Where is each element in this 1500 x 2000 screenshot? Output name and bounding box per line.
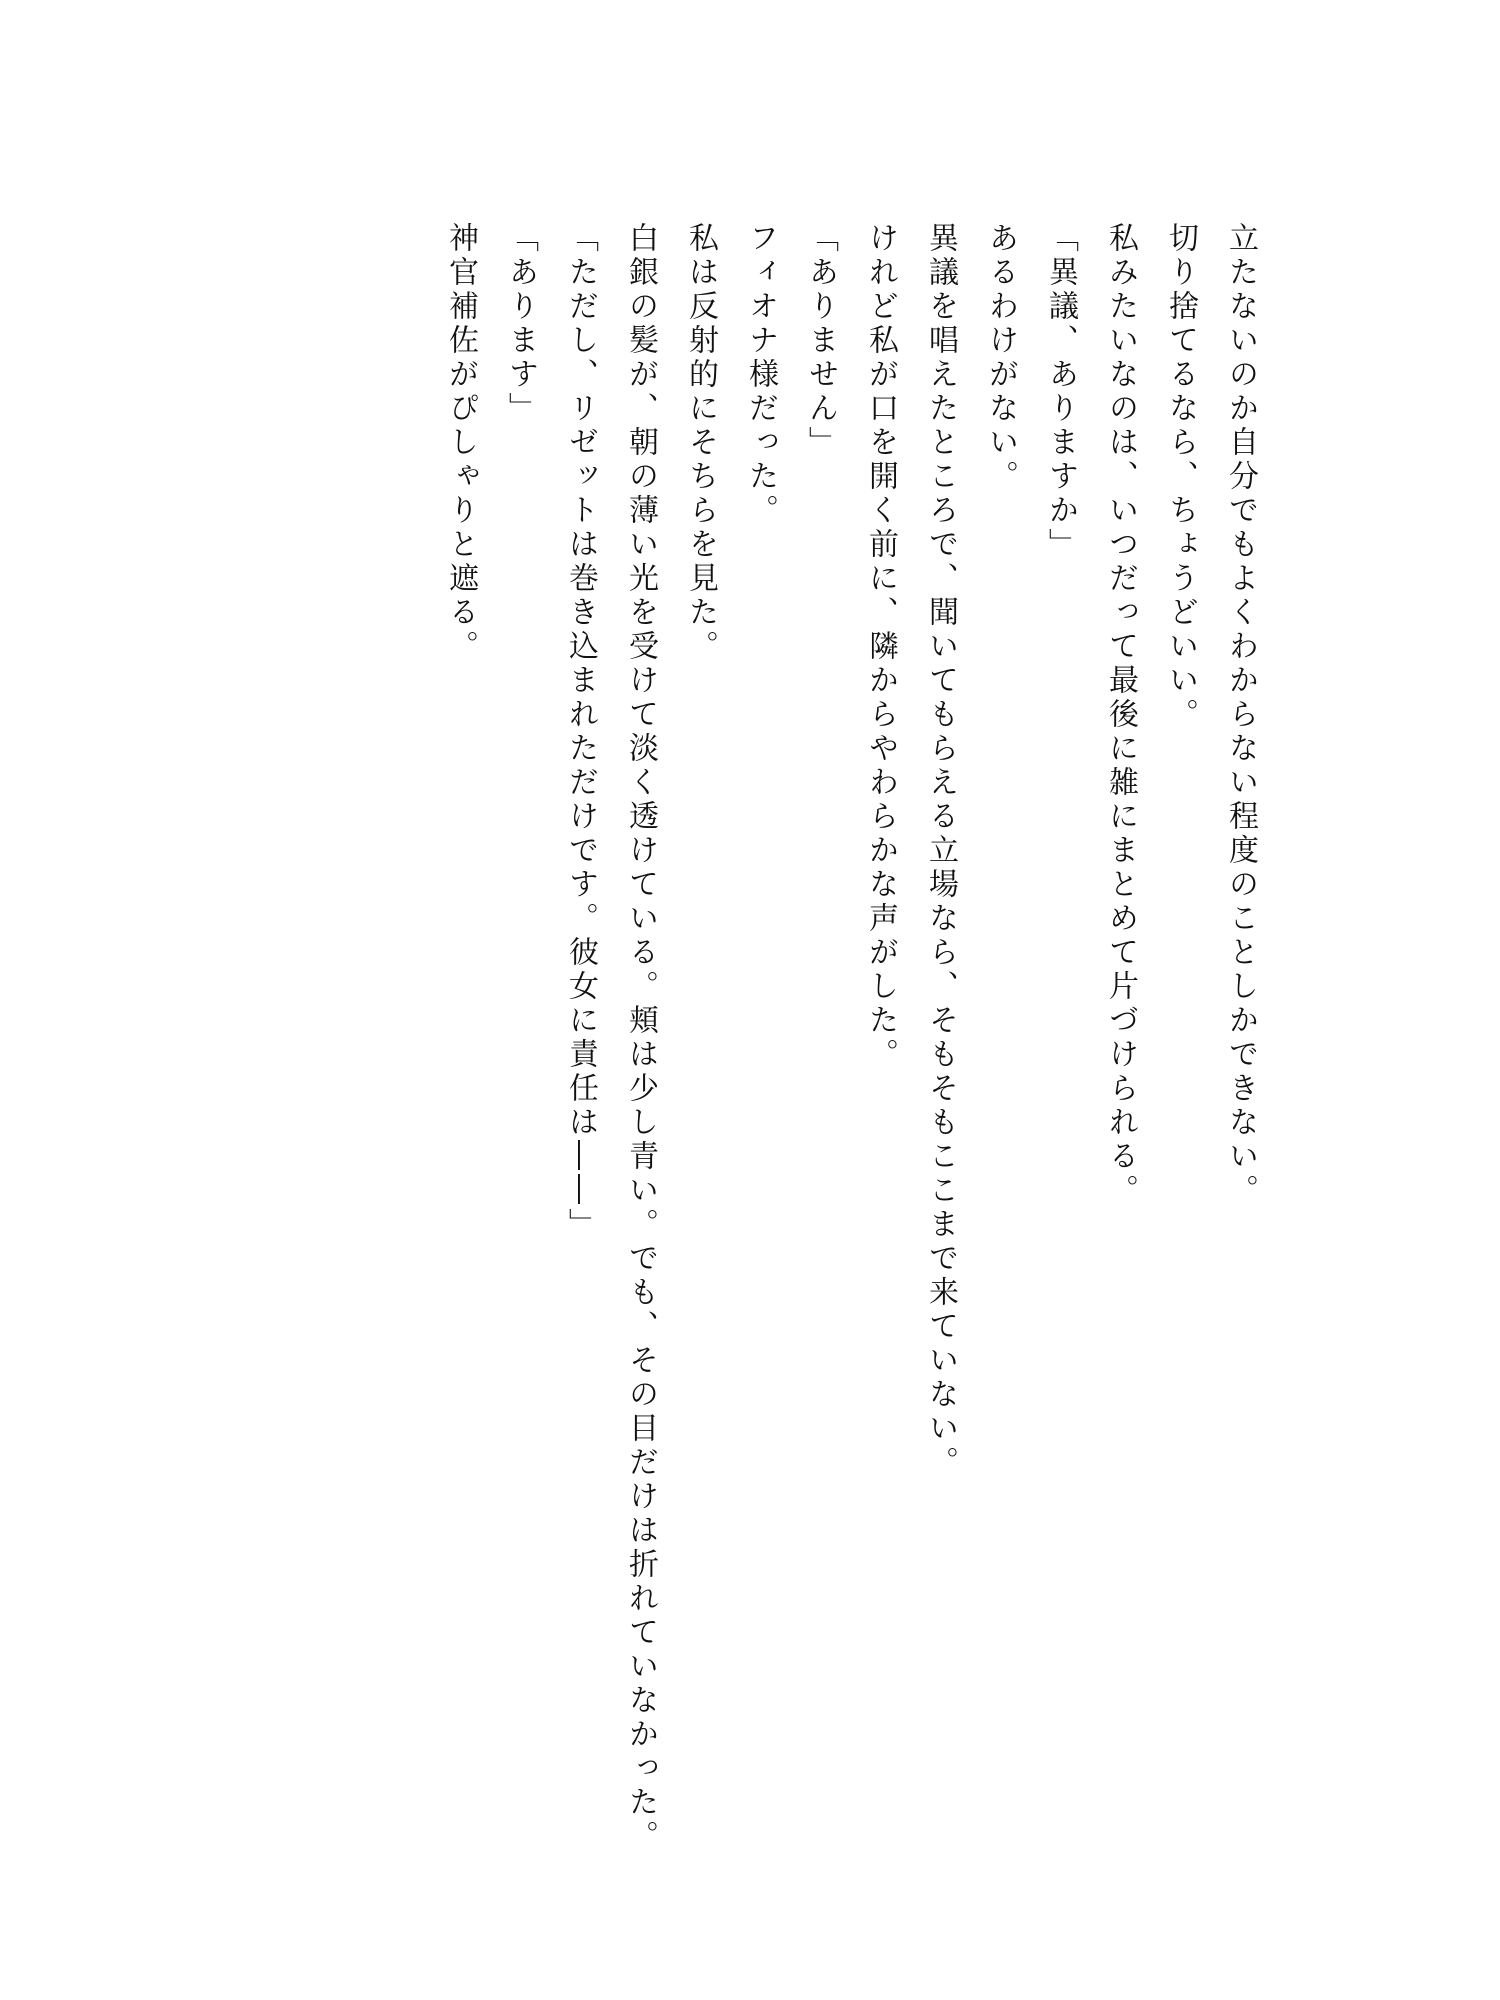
text-line: 立たないのか自分でもよくわからない程度のことしかできない。 [1223, 222, 1258, 1208]
dialogue-line: 「ただし、リゼットは巻き込まれただけです。彼女に責任は――」 [563, 222, 598, 1242]
dialogue-line: 「ありません」 [803, 222, 838, 460]
dialogue-line: 「異議、ありますか」 [1043, 222, 1078, 562]
text-line: 私みたいなのは、いつだって最後に雑にまとめて片づけられる。 [1103, 222, 1138, 1208]
text-line: 私は反射的にそちらを見た。 [683, 222, 718, 664]
vertical-text-body [430, 222, 1270, 1882]
text-line: 白銀の髪が、朝の薄い光を受けて淡く透けている。頬は少し青い。でも、その目だけは折れていなかった。 [623, 222, 658, 1854]
text-line: 神官補佐がぴしゃりと遮る。 [443, 222, 478, 664]
text-line: フィオナ様だった。 [743, 222, 778, 528]
text-line: けれど私が口を開く前に、隣からやわらかな声がした。 [863, 222, 898, 1072]
text-line: あるわけがない。 [983, 222, 1018, 494]
text-line: 切り捨てるなら、ちょうどいい。 [1163, 222, 1198, 732]
dialogue-line: 「あります」 [503, 222, 538, 426]
text-line: 異議を唱えたところで、聞いてもらえる立場なら、そもそもここまで来ていない。 [923, 222, 958, 1480]
